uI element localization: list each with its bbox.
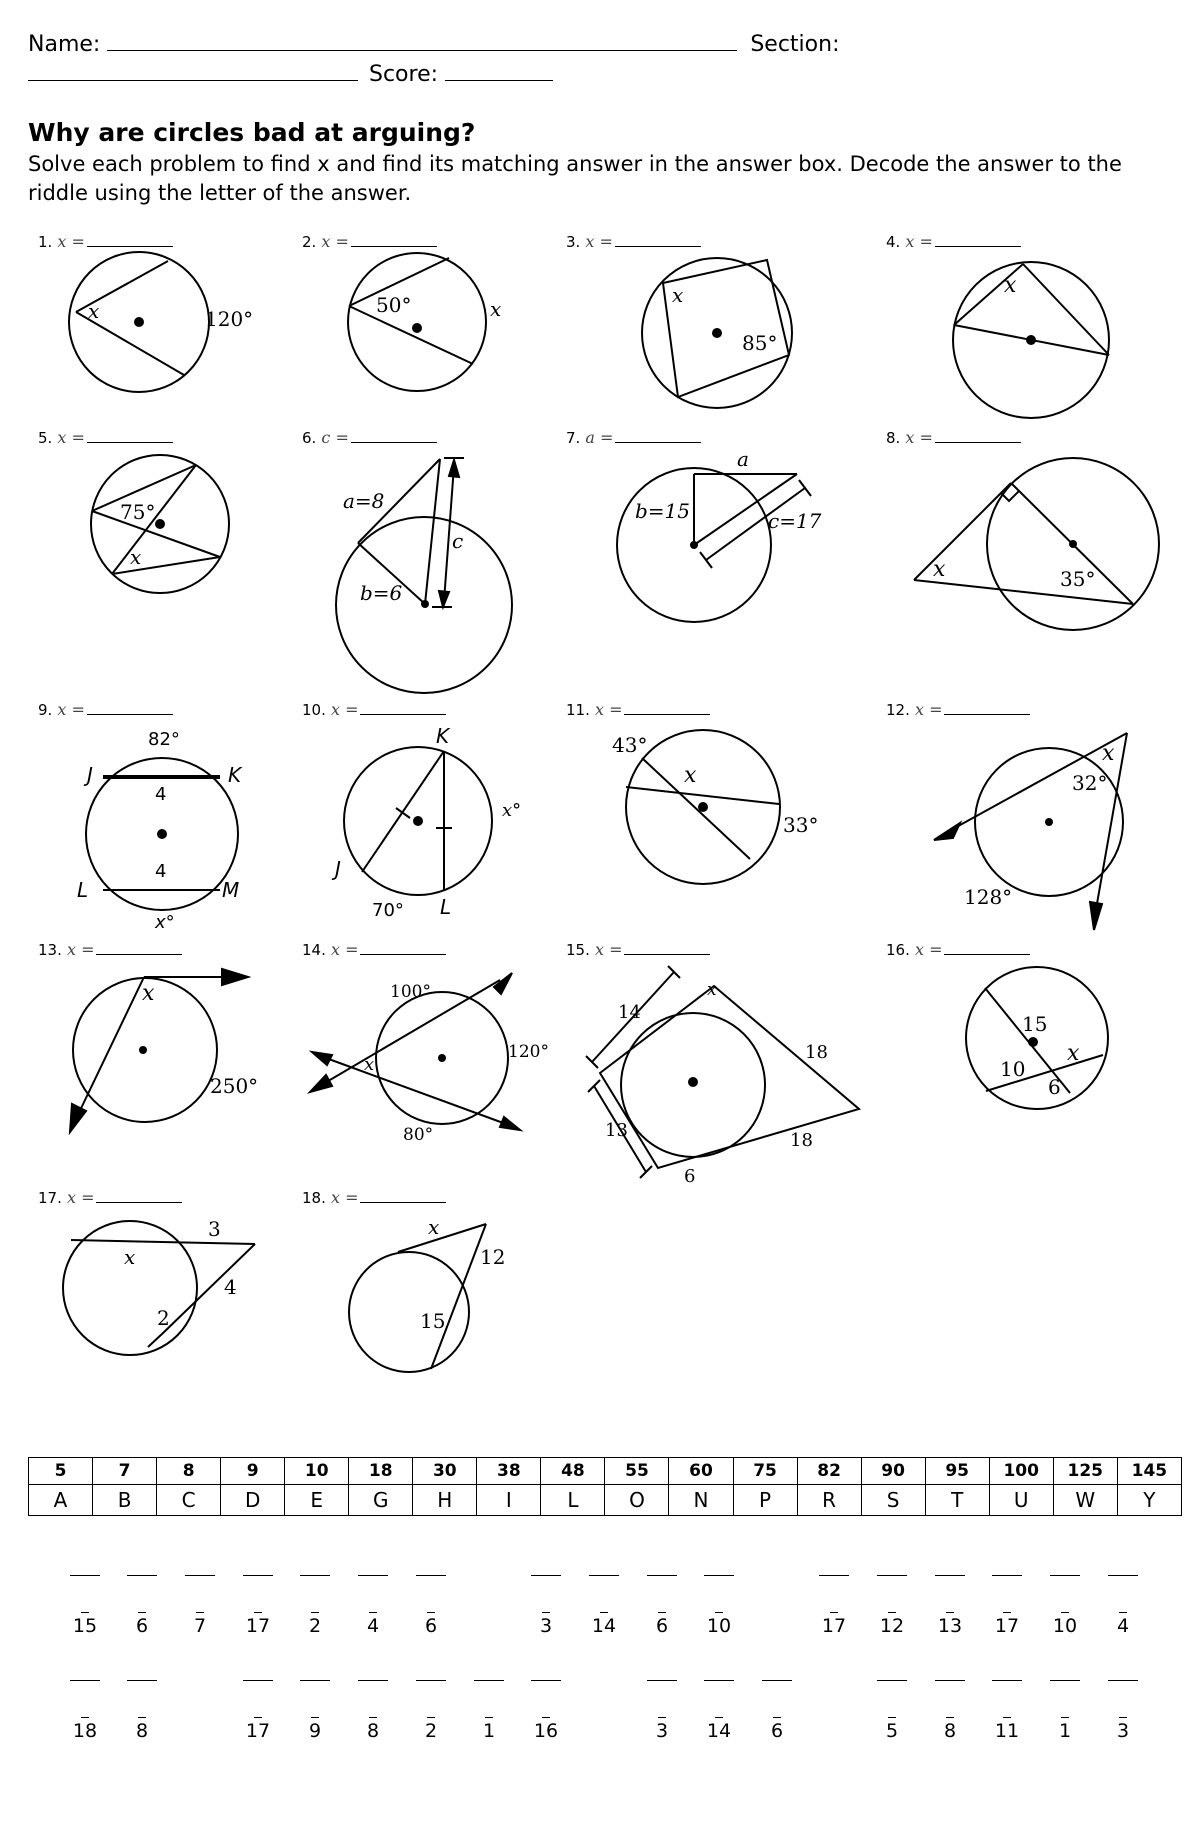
- decoder-slot[interactable]: [358, 1575, 388, 1637]
- letter-blank[interactable]: [1050, 1680, 1080, 1717]
- figure-16: [966, 967, 1108, 1109]
- fig-label: x: [142, 981, 155, 1006]
- decoder-problem-number: 6: [655, 1615, 669, 1637]
- tick-mark: [485, 1717, 493, 1718]
- letter-blank[interactable]: [1108, 1575, 1138, 1612]
- decoder-problem-number: 12: [879, 1615, 905, 1637]
- fig-label: 85°: [742, 331, 778, 355]
- center-dot: [1045, 818, 1053, 826]
- tick-mark: [830, 1612, 838, 1613]
- fig-label: J: [335, 857, 341, 881]
- center-dot: [1069, 540, 1077, 548]
- problem-label-14: 14. x =: [302, 940, 446, 959]
- decoder-slot[interactable]: [243, 1680, 273, 1742]
- tick-mark: [369, 1612, 377, 1613]
- answer-letter: E: [285, 1485, 349, 1516]
- problem-label-6: 6. c =: [302, 428, 437, 447]
- answer-value: 18: [349, 1458, 413, 1485]
- decoder-problem-number: 4: [366, 1615, 380, 1637]
- fig-label: K: [228, 763, 242, 787]
- decoder-slot[interactable]: [647, 1575, 677, 1637]
- decoder-problem-number: 3: [655, 1720, 669, 1742]
- decoder-problem-number: 3: [539, 1615, 553, 1637]
- fig-label: x°: [155, 912, 175, 933]
- answer-letter: G: [349, 1485, 413, 1516]
- fig-label: 18: [805, 1042, 828, 1063]
- letter-blank[interactable]: [127, 1575, 157, 1612]
- fig-label: 14: [618, 1002, 641, 1023]
- section-label: Section:: [750, 32, 840, 57]
- tick-mark: [773, 1717, 781, 1718]
- letter-blank[interactable]: [243, 1575, 273, 1612]
- fig-label: x: [672, 283, 684, 307]
- fig-label: x: [88, 299, 100, 323]
- letter-blank[interactable]: [531, 1575, 561, 1612]
- answer-value: 90: [861, 1458, 925, 1485]
- answer-letter: N: [669, 1485, 733, 1516]
- decoder-problem-number: 2: [308, 1615, 322, 1637]
- fig-label: x: [490, 297, 502, 321]
- decoder-slot[interactable]: [704, 1680, 734, 1742]
- answer-letter: C: [157, 1485, 221, 1516]
- center-dot: [134, 317, 144, 327]
- problem-label-4: 4. x =: [886, 232, 1021, 251]
- fig-label: 33°: [783, 813, 819, 837]
- tick-mark: [1003, 1612, 1011, 1613]
- fig-label: x: [130, 545, 142, 569]
- letter-blank[interactable]: [992, 1575, 1022, 1612]
- answer-value: 38: [477, 1458, 541, 1485]
- tick-mark: [1119, 1612, 1127, 1613]
- decoder-slot[interactable]: [185, 1575, 215, 1637]
- letter-blank[interactable]: [474, 1680, 504, 1717]
- decoder-slot[interactable]: [819, 1575, 849, 1637]
- decoder-slot[interactable]: [358, 1680, 388, 1742]
- answer-letter: L: [541, 1485, 605, 1516]
- decoder-slot[interactable]: [589, 1575, 619, 1637]
- center-dot: [157, 829, 167, 839]
- answer-letter: S: [861, 1485, 925, 1516]
- fig-label: M: [222, 878, 240, 902]
- tick-mark: [946, 1612, 954, 1613]
- decoder-slot[interactable]: [877, 1575, 907, 1637]
- fig-label: 50°: [376, 293, 412, 317]
- fig-label: L: [77, 878, 89, 902]
- figure-12: [934, 733, 1127, 930]
- decoder-problem-number: 8: [135, 1720, 149, 1742]
- fig-label: c=17: [768, 509, 822, 533]
- letter-blank[interactable]: [300, 1575, 330, 1612]
- fig-label: x: [707, 980, 717, 1000]
- answer-value: 82: [797, 1458, 861, 1485]
- letter-blank[interactable]: [243, 1680, 273, 1717]
- letter-blank[interactable]: [70, 1575, 100, 1612]
- tick-mark: [427, 1717, 435, 1718]
- problem-label-7: 7. a =: [566, 428, 701, 447]
- fig-label: L: [440, 895, 452, 919]
- score-label: Score:: [369, 62, 439, 87]
- decoder-slot[interactable]: [762, 1680, 792, 1742]
- letter-blank[interactable]: [531, 1680, 561, 1717]
- figure-8: [914, 458, 1159, 630]
- decoder-slot[interactable]: [474, 1680, 504, 1742]
- fig-label: 80°: [403, 1125, 434, 1145]
- decoder-problem-number: 4: [1116, 1615, 1130, 1637]
- answer-letter: P: [733, 1485, 797, 1516]
- letter-blank[interactable]: [704, 1575, 734, 1612]
- decoder-slot[interactable]: [935, 1575, 965, 1637]
- decoder-slot[interactable]: [243, 1575, 273, 1637]
- fig-label: 15: [420, 1309, 446, 1333]
- letter-blank[interactable]: [589, 1575, 619, 1612]
- fig-label: x: [933, 557, 946, 582]
- decoder-slot[interactable]: [935, 1680, 965, 1742]
- fig-label: 70°: [372, 900, 404, 921]
- decoder-problem-number: 17: [245, 1615, 271, 1637]
- fig-label: x°: [502, 800, 522, 821]
- answer-letter: D: [221, 1485, 285, 1516]
- decoder-slot[interactable]: [704, 1575, 734, 1637]
- figure-2: [348, 253, 486, 391]
- answer-letter: B: [93, 1485, 157, 1516]
- center-dot: [690, 541, 698, 549]
- decoder-problem-number: 3: [1116, 1720, 1130, 1742]
- tick-mark: [542, 1717, 550, 1718]
- center-dot: [1026, 335, 1036, 345]
- figure-7: [617, 468, 811, 622]
- fig-label: x: [364, 1054, 375, 1075]
- decoder-problem-number: 16: [533, 1720, 559, 1742]
- decoder-problem-number: 15: [72, 1615, 98, 1637]
- decoder-slot[interactable]: [70, 1575, 100, 1637]
- letter-blank[interactable]: [877, 1575, 907, 1612]
- fig-label: 32°: [1072, 771, 1108, 795]
- decoder-problem-number: 14: [591, 1615, 617, 1637]
- fig-label: 100°: [390, 982, 431, 1002]
- instructions: Solve each problem to find x and find its matching answer in the answer box. Decode the answer to the riddle using the letter of the answer.: [28, 152, 1122, 205]
- answer-value: 5: [29, 1458, 93, 1485]
- name-label: Name:: [28, 32, 101, 57]
- letter-blank[interactable]: [358, 1680, 388, 1717]
- riddle-title: Why are circles bad at arguing?: [28, 118, 476, 147]
- letter-blank[interactable]: [762, 1680, 792, 1717]
- tick-mark: [888, 1612, 896, 1613]
- center-dot: [688, 1077, 698, 1087]
- fig-label: K: [436, 724, 450, 748]
- letter-blank[interactable]: [877, 1680, 907, 1717]
- decoder-slot[interactable]: [992, 1575, 1022, 1637]
- answer-value: 30: [413, 1458, 477, 1485]
- problem-label-18: 18. x =: [302, 1188, 446, 1207]
- tick-mark: [1119, 1717, 1127, 1718]
- problem-label-8: 8. x =: [886, 428, 1021, 447]
- tick-mark: [1061, 1612, 1069, 1613]
- decoder-slot[interactable]: [127, 1680, 157, 1742]
- answer-letter: I: [477, 1485, 541, 1516]
- fig-label: 120°: [508, 1042, 549, 1062]
- answer-value: 55: [605, 1458, 669, 1485]
- letter-blank[interactable]: [1108, 1680, 1138, 1717]
- decoder-slot[interactable]: [992, 1680, 1022, 1742]
- fig-label: 4: [224, 1275, 237, 1299]
- tick-mark: [658, 1717, 666, 1718]
- decoder-problem-number: 18: [72, 1720, 98, 1742]
- decoder-problem-number: 2: [424, 1720, 438, 1742]
- letter-blank[interactable]: [819, 1575, 849, 1612]
- fig-label: 250°: [210, 1074, 259, 1098]
- decoder-slot[interactable]: [300, 1575, 330, 1637]
- decoder-problem-number: 5: [885, 1720, 899, 1742]
- letter-blank[interactable]: [185, 1575, 215, 1612]
- decoder-slot[interactable]: [70, 1680, 100, 1742]
- center-dot: [438, 1054, 446, 1062]
- tick-mark: [1061, 1717, 1069, 1718]
- answer-letter: R: [797, 1485, 861, 1516]
- letter-blank[interactable]: [704, 1680, 734, 1717]
- fig-label: a=8: [343, 489, 385, 513]
- fig-label: 128°: [964, 885, 1013, 909]
- decoder-problem-number: 11: [994, 1720, 1020, 1742]
- center-dot: [413, 816, 423, 826]
- answer-letter: Y: [1117, 1485, 1181, 1516]
- tick-mark: [81, 1612, 89, 1613]
- letter-blank[interactable]: [127, 1680, 157, 1717]
- answer-value: 48: [541, 1458, 605, 1485]
- fig-label: 6: [684, 1166, 696, 1187]
- decoder-problem-number: 6: [424, 1615, 438, 1637]
- problem-label-3: 3. x =: [566, 232, 701, 251]
- decoder-slot[interactable]: [1108, 1575, 1138, 1637]
- fig-label: 10: [1000, 1057, 1026, 1081]
- letter-blank[interactable]: [70, 1680, 100, 1717]
- decoder-slot[interactable]: [877, 1680, 907, 1742]
- fig-label: b=15: [635, 499, 691, 523]
- fig-label: 4: [155, 784, 167, 805]
- problem-label-17: 17. x =: [38, 1188, 182, 1207]
- figure-13: [70, 969, 248, 1132]
- tick-mark: [427, 1612, 435, 1613]
- answer-value: 75: [733, 1458, 797, 1485]
- center-dot: [1028, 1037, 1038, 1047]
- letter-blank[interactable]: [416, 1680, 446, 1717]
- letter-blank[interactable]: [416, 1575, 446, 1612]
- fig-label: a: [737, 447, 749, 471]
- tick-mark: [138, 1717, 146, 1718]
- answer-value: 125: [1053, 1458, 1117, 1485]
- answer-value: 95: [925, 1458, 989, 1485]
- answer-letter: O: [605, 1485, 669, 1516]
- fig-label: 75°: [120, 500, 156, 524]
- answer-values-row: [29, 1458, 1182, 1485]
- fig-label: x: [428, 1215, 440, 1239]
- problem-label-9: 9. x =: [38, 700, 173, 719]
- tick-mark: [311, 1612, 319, 1613]
- letter-blank[interactable]: [1050, 1575, 1080, 1612]
- decoder-slot[interactable]: [647, 1680, 677, 1742]
- decoder-problem-number: 8: [366, 1720, 380, 1742]
- fig-label: 12: [480, 1245, 506, 1269]
- letter-blank[interactable]: [935, 1575, 965, 1612]
- tick-mark: [138, 1612, 146, 1613]
- decoder-slot[interactable]: [531, 1575, 561, 1637]
- decoder-problem-number: 7: [193, 1615, 207, 1637]
- problem-label-12: 12. x =: [886, 700, 1030, 719]
- answer-value: 100: [989, 1458, 1053, 1485]
- fig-label: b=6: [360, 581, 403, 605]
- answer-box: [28, 1457, 1182, 1516]
- tick-mark: [542, 1612, 550, 1613]
- letter-blank[interactable]: [358, 1575, 388, 1612]
- answer-value: 7: [93, 1458, 157, 1485]
- decoder-problem-number: 9: [308, 1720, 322, 1742]
- problem-label-11: 11. x =: [566, 700, 710, 719]
- fig-label: 43°: [612, 733, 648, 757]
- letter-blank[interactable]: [935, 1680, 965, 1717]
- letter-blank[interactable]: [647, 1680, 677, 1717]
- answer-letter: U: [989, 1485, 1053, 1516]
- problem-label-1: 1. x =: [38, 232, 173, 251]
- decoder-problem-number: 1: [482, 1720, 496, 1742]
- decoder-slot[interactable]: [300, 1680, 330, 1742]
- fig-label: x: [1004, 273, 1017, 298]
- tick-mark: [600, 1612, 608, 1613]
- tick-mark: [196, 1612, 204, 1613]
- problem-label-16: 16. x =: [886, 940, 1030, 959]
- fig-label: 4: [155, 861, 167, 882]
- answer-value: 9: [221, 1458, 285, 1485]
- problem-label-15: 15. x =: [566, 940, 710, 959]
- decoder-problem-number: 17: [821, 1615, 847, 1637]
- center-dot: [139, 1046, 147, 1054]
- decoder-slot[interactable]: [531, 1680, 561, 1742]
- answer-value: 145: [1117, 1458, 1181, 1485]
- answer-letters-row: [29, 1485, 1182, 1516]
- tick-mark: [1003, 1717, 1011, 1718]
- decoder-slot[interactable]: [416, 1680, 446, 1742]
- decoder-problem-number: 17: [245, 1720, 271, 1742]
- problem-label-2: 2. x =: [302, 232, 437, 251]
- answer-letter: H: [413, 1485, 477, 1516]
- fig-label: 15: [1022, 1012, 1048, 1036]
- fig-label: c: [452, 529, 464, 553]
- fig-label: x: [124, 1245, 136, 1269]
- center-dot: [155, 519, 165, 529]
- decoder-problem-number: 6: [135, 1615, 149, 1637]
- decoder-slot[interactable]: [1108, 1680, 1138, 1742]
- fig-label: 35°: [1060, 567, 1096, 591]
- center-dot: [412, 323, 422, 333]
- problem-label-5: 5. x =: [38, 428, 173, 447]
- tick-mark: [254, 1717, 262, 1718]
- answer-value: 8: [157, 1458, 221, 1485]
- fig-label: 2: [157, 1306, 170, 1330]
- answer-letter: T: [925, 1485, 989, 1516]
- fig-label: x: [1067, 1041, 1080, 1066]
- answer-value: 10: [285, 1458, 349, 1485]
- fig-label: 6: [1048, 1075, 1061, 1099]
- answer-letter: W: [1053, 1485, 1117, 1516]
- decoder-problem-number: 14: [706, 1720, 732, 1742]
- decoder-problem-number: 8: [943, 1720, 957, 1742]
- decoder-slot[interactable]: [1050, 1680, 1080, 1742]
- tick-mark: [658, 1612, 666, 1613]
- tick-mark: [715, 1717, 723, 1718]
- tick-mark: [369, 1717, 377, 1718]
- problem-label-10: 10. x =: [302, 700, 446, 719]
- tick-mark: [254, 1612, 262, 1613]
- fig-label: 13: [605, 1120, 628, 1141]
- tick-mark: [311, 1717, 319, 1718]
- decoder-slot[interactable]: [416, 1575, 446, 1637]
- figure-15: [586, 966, 859, 1178]
- tick-mark: [946, 1717, 954, 1718]
- fig-label: J: [87, 763, 93, 787]
- fig-label: 3: [208, 1217, 221, 1241]
- decoder-slot[interactable]: [127, 1575, 157, 1637]
- decoder-problem-number: 6: [770, 1720, 784, 1742]
- figure-18: [349, 1224, 486, 1372]
- answer-value: 60: [669, 1458, 733, 1485]
- letter-blank[interactable]: [647, 1575, 677, 1612]
- fig-label: x: [684, 763, 697, 788]
- letter-blank[interactable]: [300, 1680, 330, 1717]
- decoder-problem-number: 17: [994, 1615, 1020, 1637]
- tick-mark: [715, 1612, 723, 1613]
- center-dot: [421, 600, 429, 608]
- decoder-problem-number: 10: [706, 1615, 732, 1637]
- fig-label: 120°: [205, 307, 254, 331]
- fig-label: x: [1102, 741, 1115, 766]
- decoder-problem-number: 13: [937, 1615, 963, 1637]
- tick-mark: [81, 1717, 89, 1718]
- center-dot: [712, 328, 722, 338]
- problem-label-13: 13. x =: [38, 940, 182, 959]
- decoder-problem-number: 1: [1058, 1720, 1072, 1742]
- answer-letter: A: [29, 1485, 93, 1516]
- fig-label: 82°: [148, 729, 180, 750]
- letter-blank[interactable]: [992, 1680, 1022, 1717]
- fig-label: 18: [790, 1130, 813, 1151]
- decoder-slot[interactable]: [1050, 1575, 1080, 1637]
- decoder-problem-number: 10: [1052, 1615, 1078, 1637]
- tick-mark: [888, 1717, 896, 1718]
- center-dot: [698, 802, 708, 812]
